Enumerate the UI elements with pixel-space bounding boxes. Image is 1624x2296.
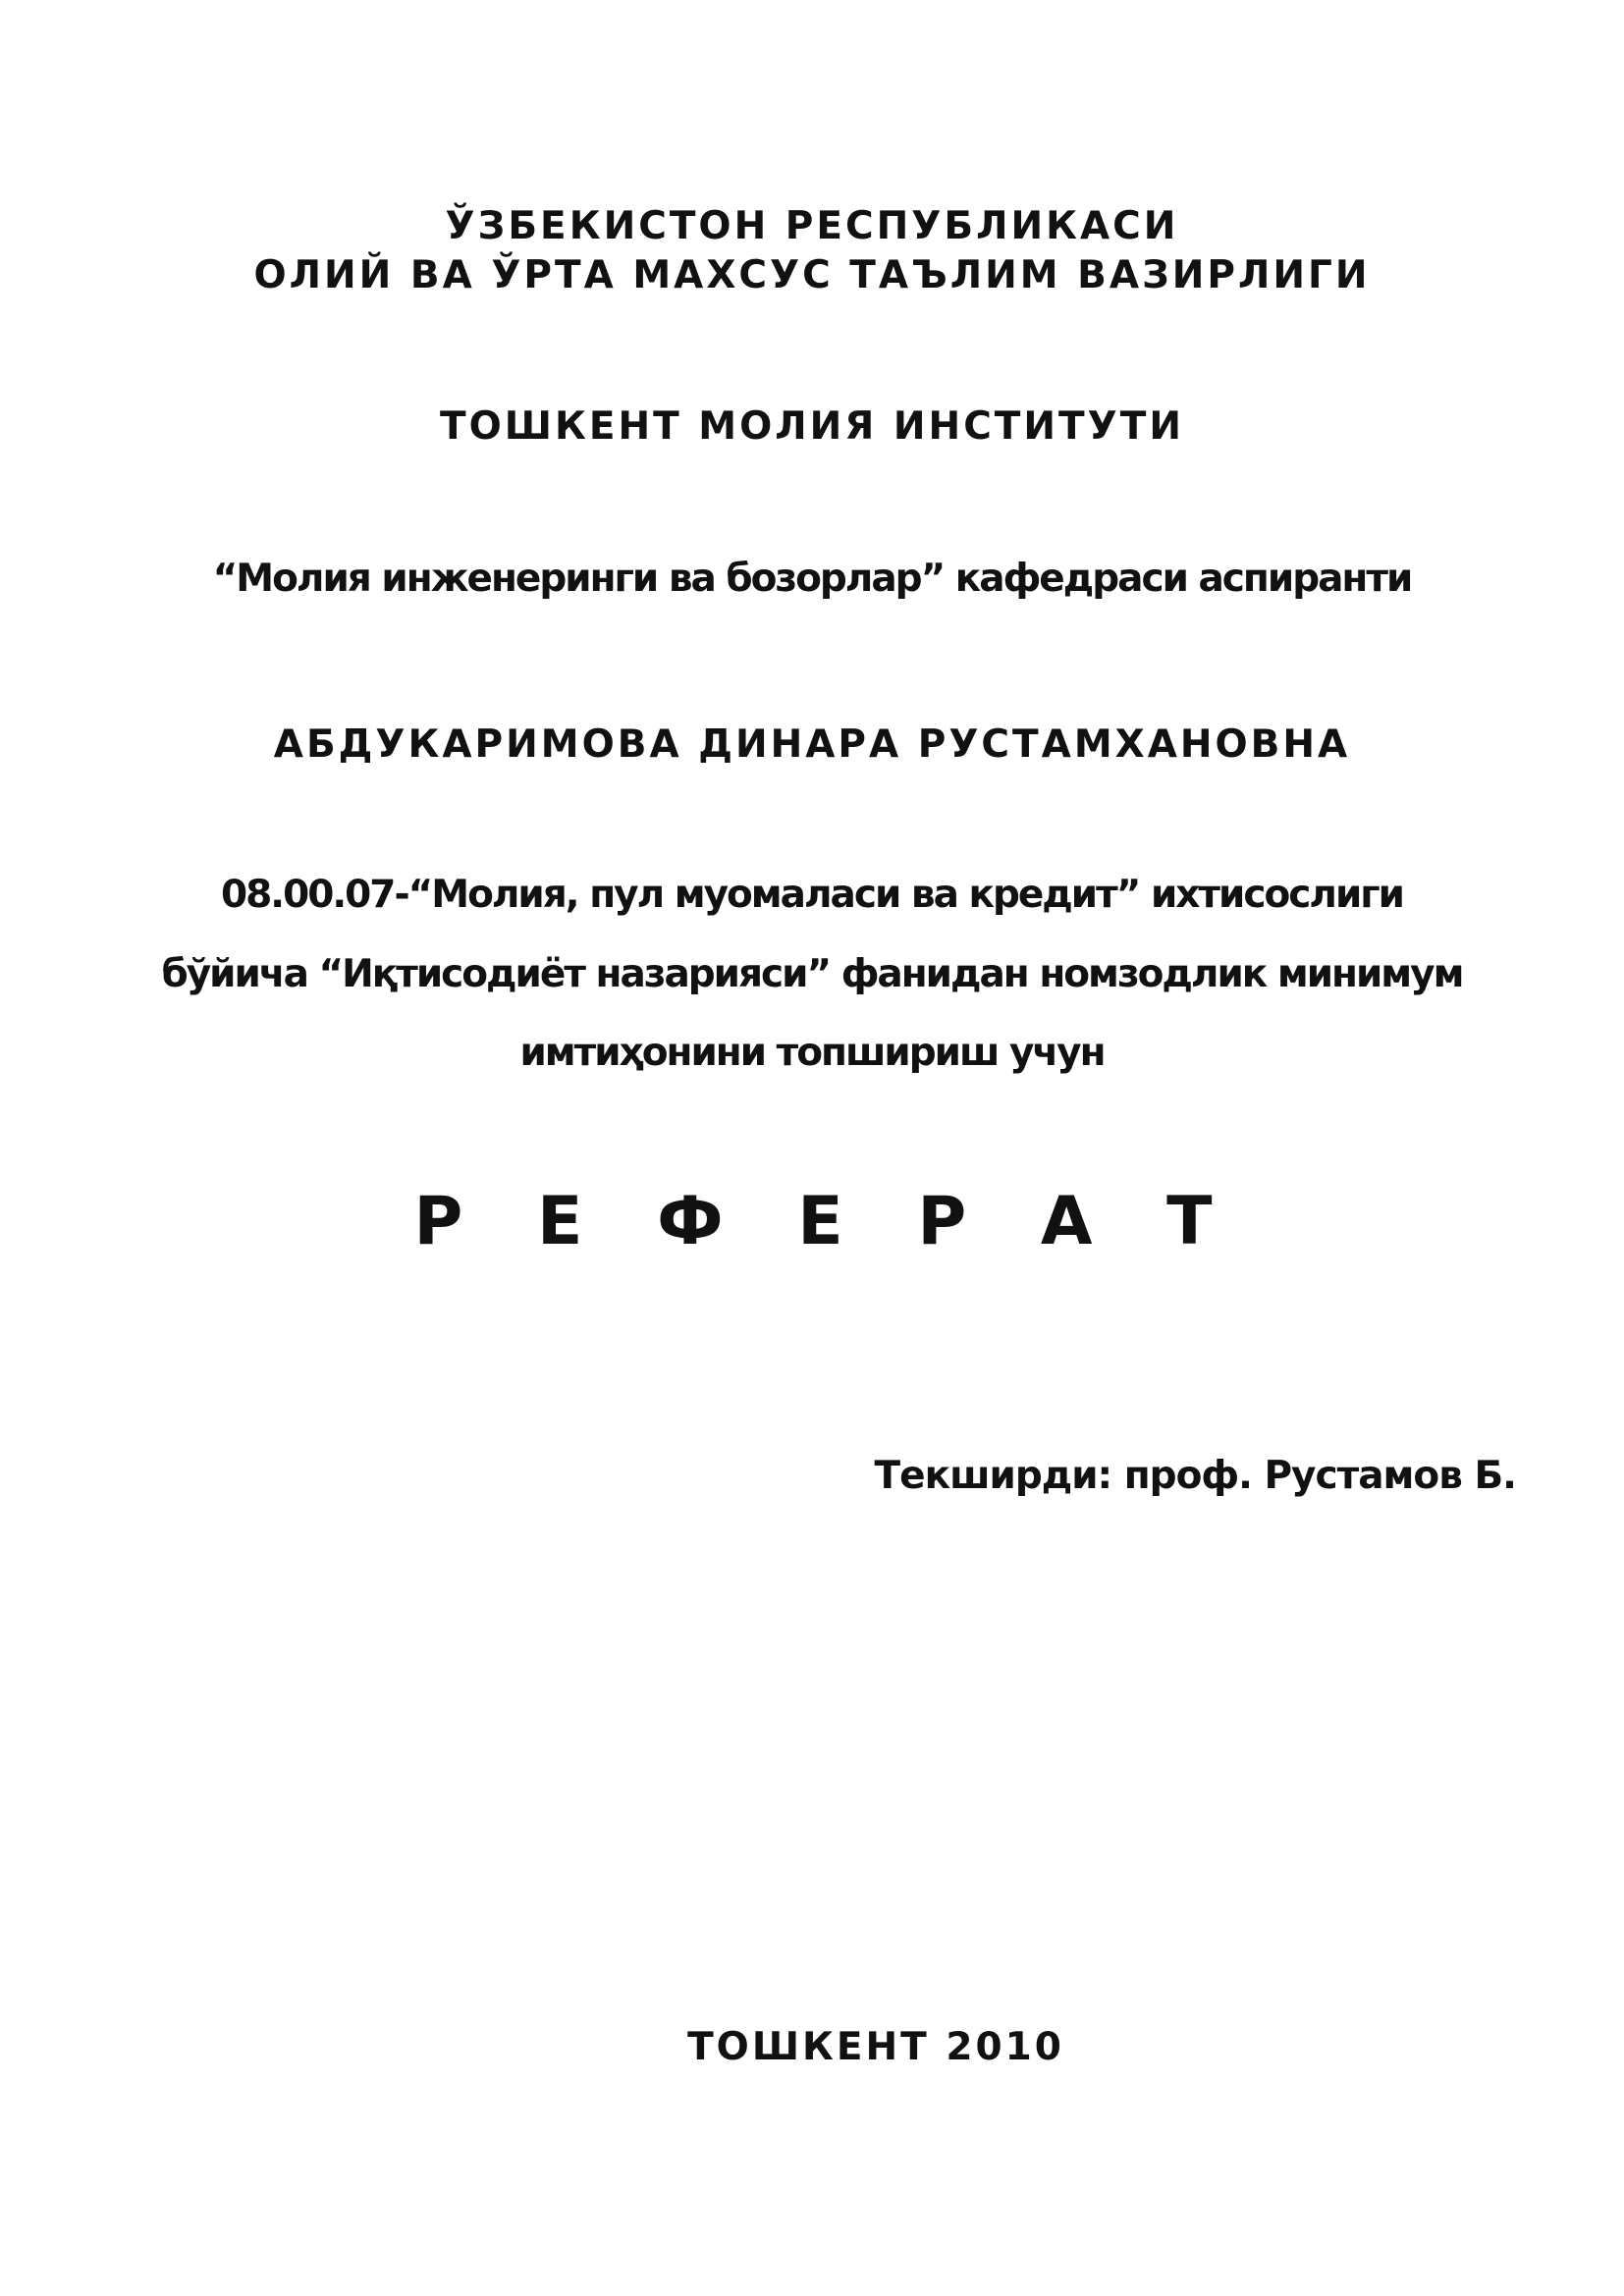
- author-name: АБДУКАРИМОВА ДИНАРА РУСТАМХАНОВНА: [273, 722, 1351, 767]
- purpose-line-3: имтиҳонини топшириш учун: [519, 1031, 1105, 1075]
- reviewer-line: Текширди: проф. Рустамов Б.: [874, 1454, 1516, 1498]
- republic-heading: ЎЗБЕКИСТОН РЕСПУБЛИКАСИ: [445, 204, 1179, 248]
- purpose-line-2: бўйича “Иқтисодиёт назарияси” фанидан номзодлик минимум: [161, 952, 1463, 996]
- city-year-footer: ТОШКЕНТ 2010: [687, 2025, 1064, 2069]
- ministry-heading: ОЛИЙ ВА ЎРТА МАХСУС ТАЪЛИМ ВАЗИРЛИГИ: [253, 253, 1371, 297]
- purpose-line-1: 08.00.07-“Молия, пул муомаласи ва кредит” ихтисослиги: [221, 873, 1403, 917]
- institute-heading: ТОШКЕНТ МОЛИЯ ИНСТИТУТИ: [440, 404, 1184, 449]
- department-line: “Молия инженеринги ва бозорлар” кафедраси аспиранти: [212, 557, 1412, 601]
- document-title: Р Е Ф Е Р А Т: [413, 1183, 1238, 1260]
